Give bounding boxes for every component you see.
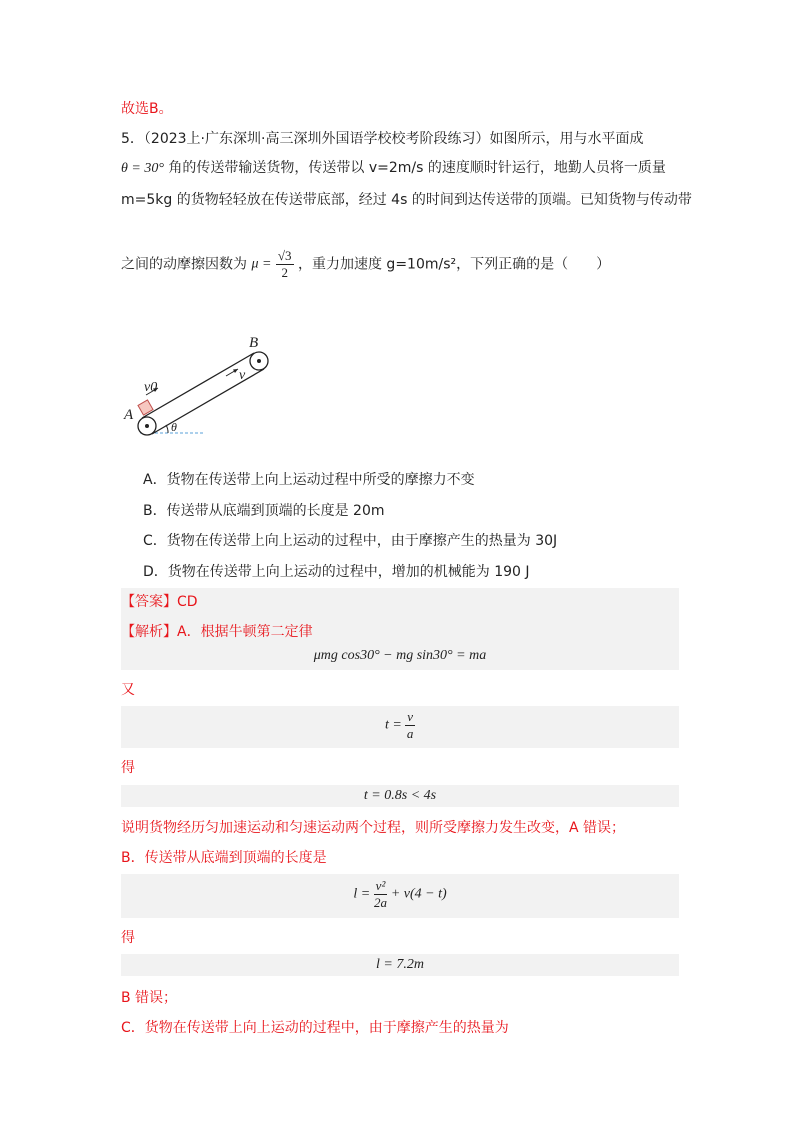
mu-lhs: μ = [251,256,272,272]
equation-t-denominator: a [406,726,414,741]
b-heading: B．传送带从底端到顶端的长度是 [121,850,327,866]
mu-numerator: √3 [277,248,292,263]
option-a: A．货物在传送带上向上运动过程中所受的摩擦力不变 [143,472,475,488]
equation-t [121,709,679,742]
label-v: v [239,368,246,383]
equation-l [121,878,679,911]
mu-denominator: 2 [281,265,288,280]
conveyor-belt-figure [118,335,283,440]
text-de-2: 得 [121,930,135,946]
answer-label: 【答案】CD [121,594,198,610]
equation-t-numerator: v [407,709,414,724]
label-b: B [249,335,259,351]
text-de-1: 得 [121,760,135,776]
question-line-2 [121,158,666,179]
conclusion-text: 故选B。 [121,101,173,117]
analysis-label: 【解析】A．根据牛顿第二定律 [121,624,313,640]
equation-t-lhs: t = [384,717,402,733]
equation-l-fraction [374,878,388,911]
question-source: （2023上·广东深圳·高三深圳外国语学校校考阶段练习）如图所示，用与水平面成 [143,131,644,147]
equation-l-denominator: 2a [374,895,387,910]
theta-arc [166,425,168,433]
equation-t-fraction [405,709,415,742]
b-wrong-text: B 错误； [121,990,178,1006]
question-line-1 [121,129,643,149]
explanation-a: 说明货物经历匀加速运动和匀速运动两个过程，则所受摩擦力发生改变，A 错误； [121,820,626,836]
question-line-3: m=5kg 的货物轻轻放在传送带底部，经过 4s 的时间到达传送带的顶端。已知货物与传动带 [121,192,692,208]
label-v0: v0 [144,380,158,395]
label-theta: θ [171,420,177,434]
question-text-4a: 之间的动摩擦因数为 [121,256,247,273]
option-c: C．货物在传送带上向上运动的过程中，由于摩擦产生的热量为 30J [143,533,558,549]
mu-fraction [276,248,294,281]
option-b: B．传送带从底端到顶端的长度是 20m [143,503,385,519]
equation-l-lhs: l = [353,886,371,902]
question-line-4 [121,248,610,281]
angle-formula: θ = 30° [121,161,164,176]
belt-top-edge [142,353,254,418]
question-text-2: 角的传送带输送货物，传送带以 v=2m/s 的速度顺时针运行，地勤人员将一质量 [168,160,666,176]
equation-l-numerator: v² [375,878,386,893]
option-d: D．货物在传送带上向上运动的过程中，增加的机械能为 190 J [143,564,530,580]
belt-bottom-edge [152,369,264,434]
equation-l-result: l = 7.2m [376,957,424,972]
question-text-4b: ，重力加速度 g=10m/s²，下列正确的是（ ） [297,256,611,273]
text-you: 又 [121,682,135,698]
c-heading: C．货物在传送带上向上运动的过程中，由于摩擦产生的热量为 [121,1020,509,1036]
equation-newton: μmg cos30° − mg sin30° = ma [313,648,487,663]
equation-t-result: t = 0.8s < 4s [363,788,437,803]
equation-l-rhs: + v(4 − t) [390,886,447,902]
label-a: A [124,407,134,423]
question-number: 5． [121,131,144,147]
